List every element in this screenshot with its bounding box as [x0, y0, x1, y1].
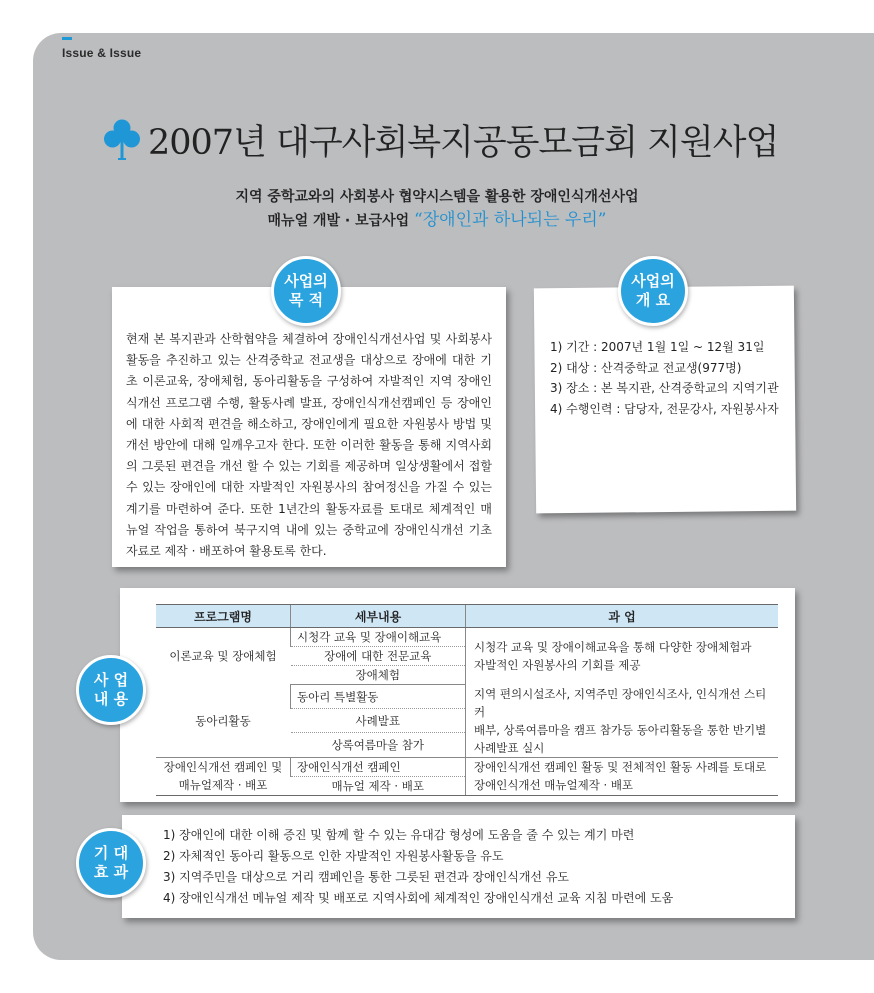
detail-item: 매뉴얼 제작 · 배포: [291, 776, 466, 795]
result-line: 장애인식개선 캠페인 활동 및 전체적인 활동 사례를 토대로: [474, 760, 767, 774]
purpose-badge: [271, 256, 341, 326]
detail-item: 상록여름마을 참가: [291, 733, 466, 757]
result-line: 시청각 교육 및 장애이해교육을 통해 다양한 장애체험과: [474, 640, 752, 655]
table-header-row: [156, 605, 778, 628]
subtitle-line-1: 지역 중학교와의 사회봉사 협약시스템을 활용한 장애인식개선사업: [235, 189, 639, 205]
table-header: 과 업: [466, 605, 779, 628]
overview-item: 4) 수행인력 : 담당자, 전문강사, 자원봉사자: [550, 401, 779, 416]
subtitle-line-2: [0, 209, 874, 233]
effects-badge-line-2: 효 과: [93, 863, 129, 881]
effect-item: 1) 장애인에 대한 이해 증진 및 함께 할 수 있는 유대감 형성에 도움을 줄 수 있는 계기 마련: [163, 828, 635, 842]
effect-item: 3) 지역주민을 대상으로 거리 캠페인을 통한 그릇된 편견과 장애인식개선 유도: [163, 870, 570, 884]
table-row: [156, 685, 778, 709]
result-cell: [466, 628, 779, 685]
effect-item: 2) 자체적인 동아리 활동으로 인한 자발적인 자원봉사활동을 유도: [163, 849, 504, 863]
table-header: 프로그램명: [156, 605, 291, 628]
subtitle-quote: “장애인과 하나되는 우리”: [414, 210, 607, 230]
content-badge-line-2: 내 용: [93, 690, 129, 708]
overview-list: [550, 337, 779, 419]
result-line: 자발적인 자원봉사의 기회를 제공: [474, 658, 641, 673]
table-row: [156, 628, 778, 647]
result-cell: [466, 757, 779, 795]
page-title: 2007년 대구사회복지공동모금회 지원사업: [148, 123, 779, 163]
overview-badge-line-2: 개 요: [635, 291, 671, 309]
effects-badge: [76, 828, 146, 898]
table-row: [156, 757, 778, 776]
overview-item: 3) 장소 : 본 복지관, 산격중학교의 지역기관: [550, 381, 779, 395]
detail-item: 장애인식개선 캠페인: [291, 757, 466, 776]
program-name-line: 매뉴얼제작 · 배포: [178, 778, 268, 792]
program-name: 동아리활동: [156, 685, 291, 758]
program-table: [156, 604, 778, 796]
result-line: 배부, 상록여름마을 캠프 참가등 동아리활동을 통한 반기별: [474, 722, 767, 737]
program-name: [156, 757, 291, 795]
subtitle-prefix: 매뉴얼 개발 · 보급사업: [267, 213, 410, 229]
purpose-badge-line-2: 목 적: [288, 291, 324, 309]
detail-item: 장애에 대한 전문교육: [291, 647, 466, 666]
result-cell: [466, 685, 779, 758]
program-name-line: 장애인식개선 캠페인 및: [163, 760, 283, 774]
effects-badge-line-1: 기 대: [93, 844, 129, 862]
detail-item: 동아리 특별활동: [291, 685, 466, 709]
purpose-badge-line-1: 사업의: [284, 272, 328, 290]
detail-item: 사례발표: [291, 709, 466, 733]
result-line: 사례발표 실시: [474, 740, 545, 755]
overview-item: 1) 기간 : 2007년 1월 1일 ~ 12월 31일: [550, 340, 765, 354]
table-header: 세부내용: [291, 605, 466, 628]
effect-item: 4) 장애인식개선 메뉴얼 제작 및 배포로 지역사회에 체계적인 장애인식개선 교육 지침 마련에 도움: [163, 891, 674, 905]
section-tab-marker: [62, 37, 72, 40]
overview-badge-line-1: 사업의: [631, 272, 675, 290]
overview-badge: [618, 256, 688, 326]
subtitle: [0, 186, 874, 233]
program-name: 이론교육 및 장애체험: [169, 649, 277, 664]
purpose-text: 현재 본 복지관과 산학협약을 체결하여 장애인식개선사업 및 사회봉사 활동을 추진하고 있는 산격중학교 전교생을 대상으로 장애에 대한 기초 이론교육, 장애체험, 동아리활동을 구성하여 자발적인 지역 장애인식개선 프로그램 수행, 활동사례 발표, 장애인식개선캠페인 등 장애인에 대한 사회적 편견을 해소하고, 장애인에게 필요한 자원봉사 방법 및 개선 방안에 대해 일깨우고자 한다. 또한 이러한 활동을 통해 지역사회의 그릇된 편견을 개선 할 수 있는 기회를 제공하며 일상생활에서 접할 수 있는 장애인에 대한 자발적인 자원봉사의 참여정신을 가질 수 있는 계기를 마련하여 준다. 또한 1년간의 활동자료를 토대로 체계적인 매뉴얼 작업을 통하여 북구지역 내에 있는 중학교에 장애인식개선 기초자료로 제작 · 배포하여 활용토록 한다.: [126, 332, 492, 559]
detail-item: 시청각 교육 및 장애이해교육: [291, 628, 466, 647]
overview-item: 2) 대상 : 산격중학교 전교생(977명): [550, 360, 742, 375]
detail-item: 장애체험: [291, 666, 466, 685]
section-label: Issue & Issue: [62, 46, 142, 60]
sarang-fruit-icon: [103, 118, 141, 160]
result-line: 장애인식개선 매뉴얼제작 · 배포: [474, 778, 634, 792]
content-badge-line-1: 사 업: [93, 671, 129, 689]
content-badge: [76, 655, 146, 725]
result-line: 지역 편의시설조사, 지역주민 장애인식조사, 인식개선 스티커: [474, 686, 767, 719]
effects-list: [163, 825, 673, 909]
